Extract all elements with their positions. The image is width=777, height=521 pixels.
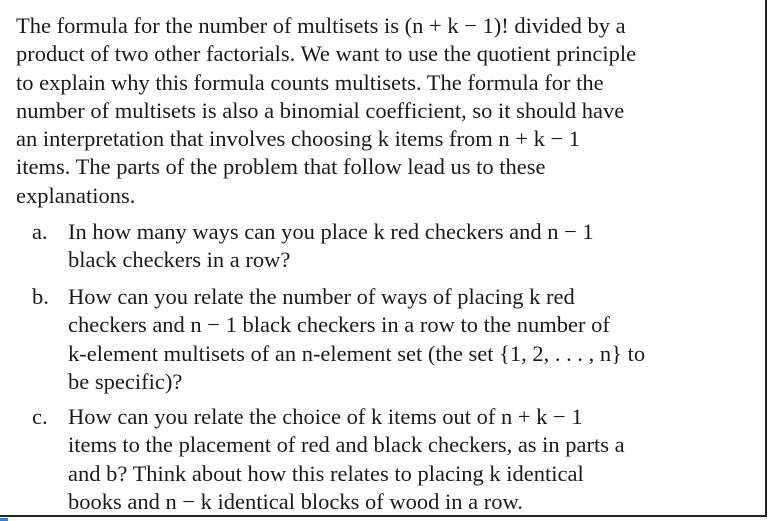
intro-line: to explain why this formula counts multisets. The formula for the: [16, 69, 604, 95]
intro-line: explanations.: [16, 182, 136, 208]
intro-line: an interpretation that involves choosing k items from n + k − 1: [16, 126, 581, 152]
part-line: How can you relate the number of ways of placing k red: [68, 284, 575, 309]
intro-line: items. The parts of the problem that follow lead us to these: [16, 154, 546, 180]
part-line: books and n − k identical blocks of wood in a row.: [68, 488, 523, 514]
part-line: black checkers in a row?: [68, 247, 291, 273]
part-line: items to the placement of red and black checkers, as in parts a: [68, 432, 625, 458]
part-line: In how many ways can you place k red checkers and n − 1: [68, 219, 594, 244]
part-line: and b? Think about how this relates to placing k identical: [68, 460, 584, 486]
problem-part-text: [68, 403, 748, 516]
part-line: How can you relate the choice of k items out of n + k − 1: [68, 404, 583, 429]
intro-line: number of multisets is also a binomial coefficient, so it should have: [16, 97, 625, 123]
list-marker: b.: [32, 284, 49, 309]
part-line: k-element multisets of an n-element set (the set {1, 2, . . . , n} to: [68, 340, 646, 366]
part-line: be specific)?: [68, 368, 183, 394]
intro-line: product of two other factorials. We want to use the quotient principle: [16, 41, 637, 67]
intro-paragraph: [16, 12, 736, 210]
list-marker: c.: [32, 404, 48, 429]
problem-part-text: [68, 218, 748, 275]
intro-line: The formula for the number of multisets is (n + k − 1)! divided by a: [16, 13, 626, 38]
list-marker: a.: [32, 219, 48, 244]
part-line: checkers and n − 1 black checkers in a row to the number of: [68, 312, 610, 338]
problem-part-text: [68, 283, 748, 396]
